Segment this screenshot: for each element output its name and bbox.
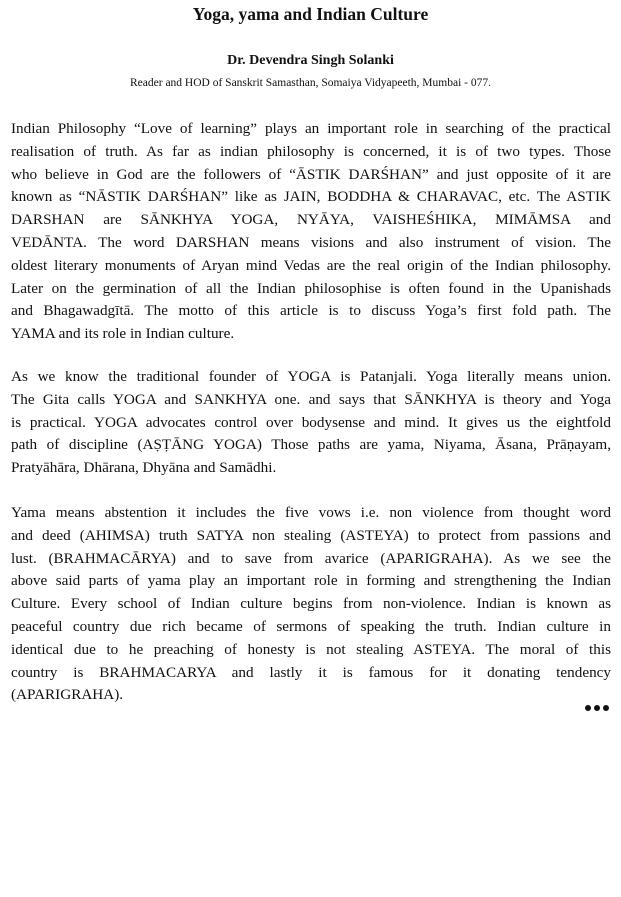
end-dot [585, 705, 591, 711]
article-title: Yoga, yama and Indian Culture [192, 4, 429, 24]
text-line: YAMA and its role in Indian culture. [11, 325, 235, 343]
text-line: oldest literary monuments of Aryan mind Vedas are the real origin of the Indian philosophy. [11, 256, 611, 274]
text-line: identical due to he preaching of honesty is not stealing ASTEYA. The moral of this [11, 640, 611, 658]
author-affiliation: Reader and HOD of Sanskrit Samasthan, Somaiya Vidyapeeth, Mumbai - 077. [130, 77, 491, 89]
text-line: Yama means abstention it includes the five vows i.e. non violence from thought word [11, 504, 611, 521]
text-line: The Gita calls YOGA and SANKHYA one. and says that SĀNKHYA is theory and Yoga [11, 390, 611, 408]
text-line: peaceful country due rich became of sermons of speaking the truth. Indian culture in [11, 617, 611, 635]
text-line: As we know the traditional founder of YOGA is Patanjali. Yoga literally means union. [11, 368, 611, 385]
end-dot [594, 705, 600, 711]
author-name: Dr. Devendra Singh Solanki [227, 53, 394, 68]
paragraph-patanjali [11, 366, 611, 480]
paragraph-yama [11, 502, 611, 707]
paragraph-intro [11, 118, 611, 346]
text-line: DARSHAN are SĀNKHYA YOGA, NYĀYA, VAISHEŚHIKA, MIMĀMSA and [11, 211, 611, 229]
text-line: Culture. Every school of Indian culture begins from non-violence. Indian is known as [11, 595, 611, 613]
end-mark [585, 705, 609, 711]
text-line: above said parts of yama play an important role in forming and strengthening the Indian [11, 572, 611, 590]
text-line: (APARIGRAHA). [11, 686, 124, 704]
text-line: lust. (BRAHMACĀRYA) and to save from avarice (APARIGRAHA). As we see the [11, 549, 611, 567]
text-line: Later on the germination of all the Indian philosophise is often found in the Upanishads [11, 279, 611, 297]
text-line: is practical. YOGA advocates control over bodysense and mind. It gives us the eightfold [11, 413, 611, 431]
text-line: realisation of truth. As far as indian philosophy is concerned, it is of two types. Those [11, 142, 611, 160]
text-line: Indian Philosophy “Love of learning” plays an important role in searching of the practical [11, 120, 611, 137]
end-dot [603, 705, 609, 711]
text-line: who believe in God are the followers of “ĀSTIK DARŚHAN” and just opposite of it are [11, 165, 611, 183]
text-line: known as “NĀSTIK DARŚHAN” like as JAIN, BODDHA & CHARAVAC, etc. The ASTIK [11, 188, 611, 206]
text-line: and Bhagawadgītā. The motto of this article is to discuss Yoga’s first fold path. The [11, 302, 611, 320]
text-line: Pratyāhāra, Dhārana, Dhyāna and Samādhi. [11, 459, 277, 477]
text-line: country is BRAHMACARYA and lastly it is famous for it donating tendency [11, 663, 611, 681]
text-line: path of discipline (AṢṬĀNG YOGA) Those paths are yama, Niyama, Āsana, Prāṇayam, [11, 436, 611, 454]
text-line: and deed (AHIMSA) truth SATYA non stealing (ASTEYA) to protect from passions and [11, 526, 611, 544]
text-line: VEDĀNTA. The word DARSHAN means visions and also instrument of vision. The [11, 233, 611, 251]
